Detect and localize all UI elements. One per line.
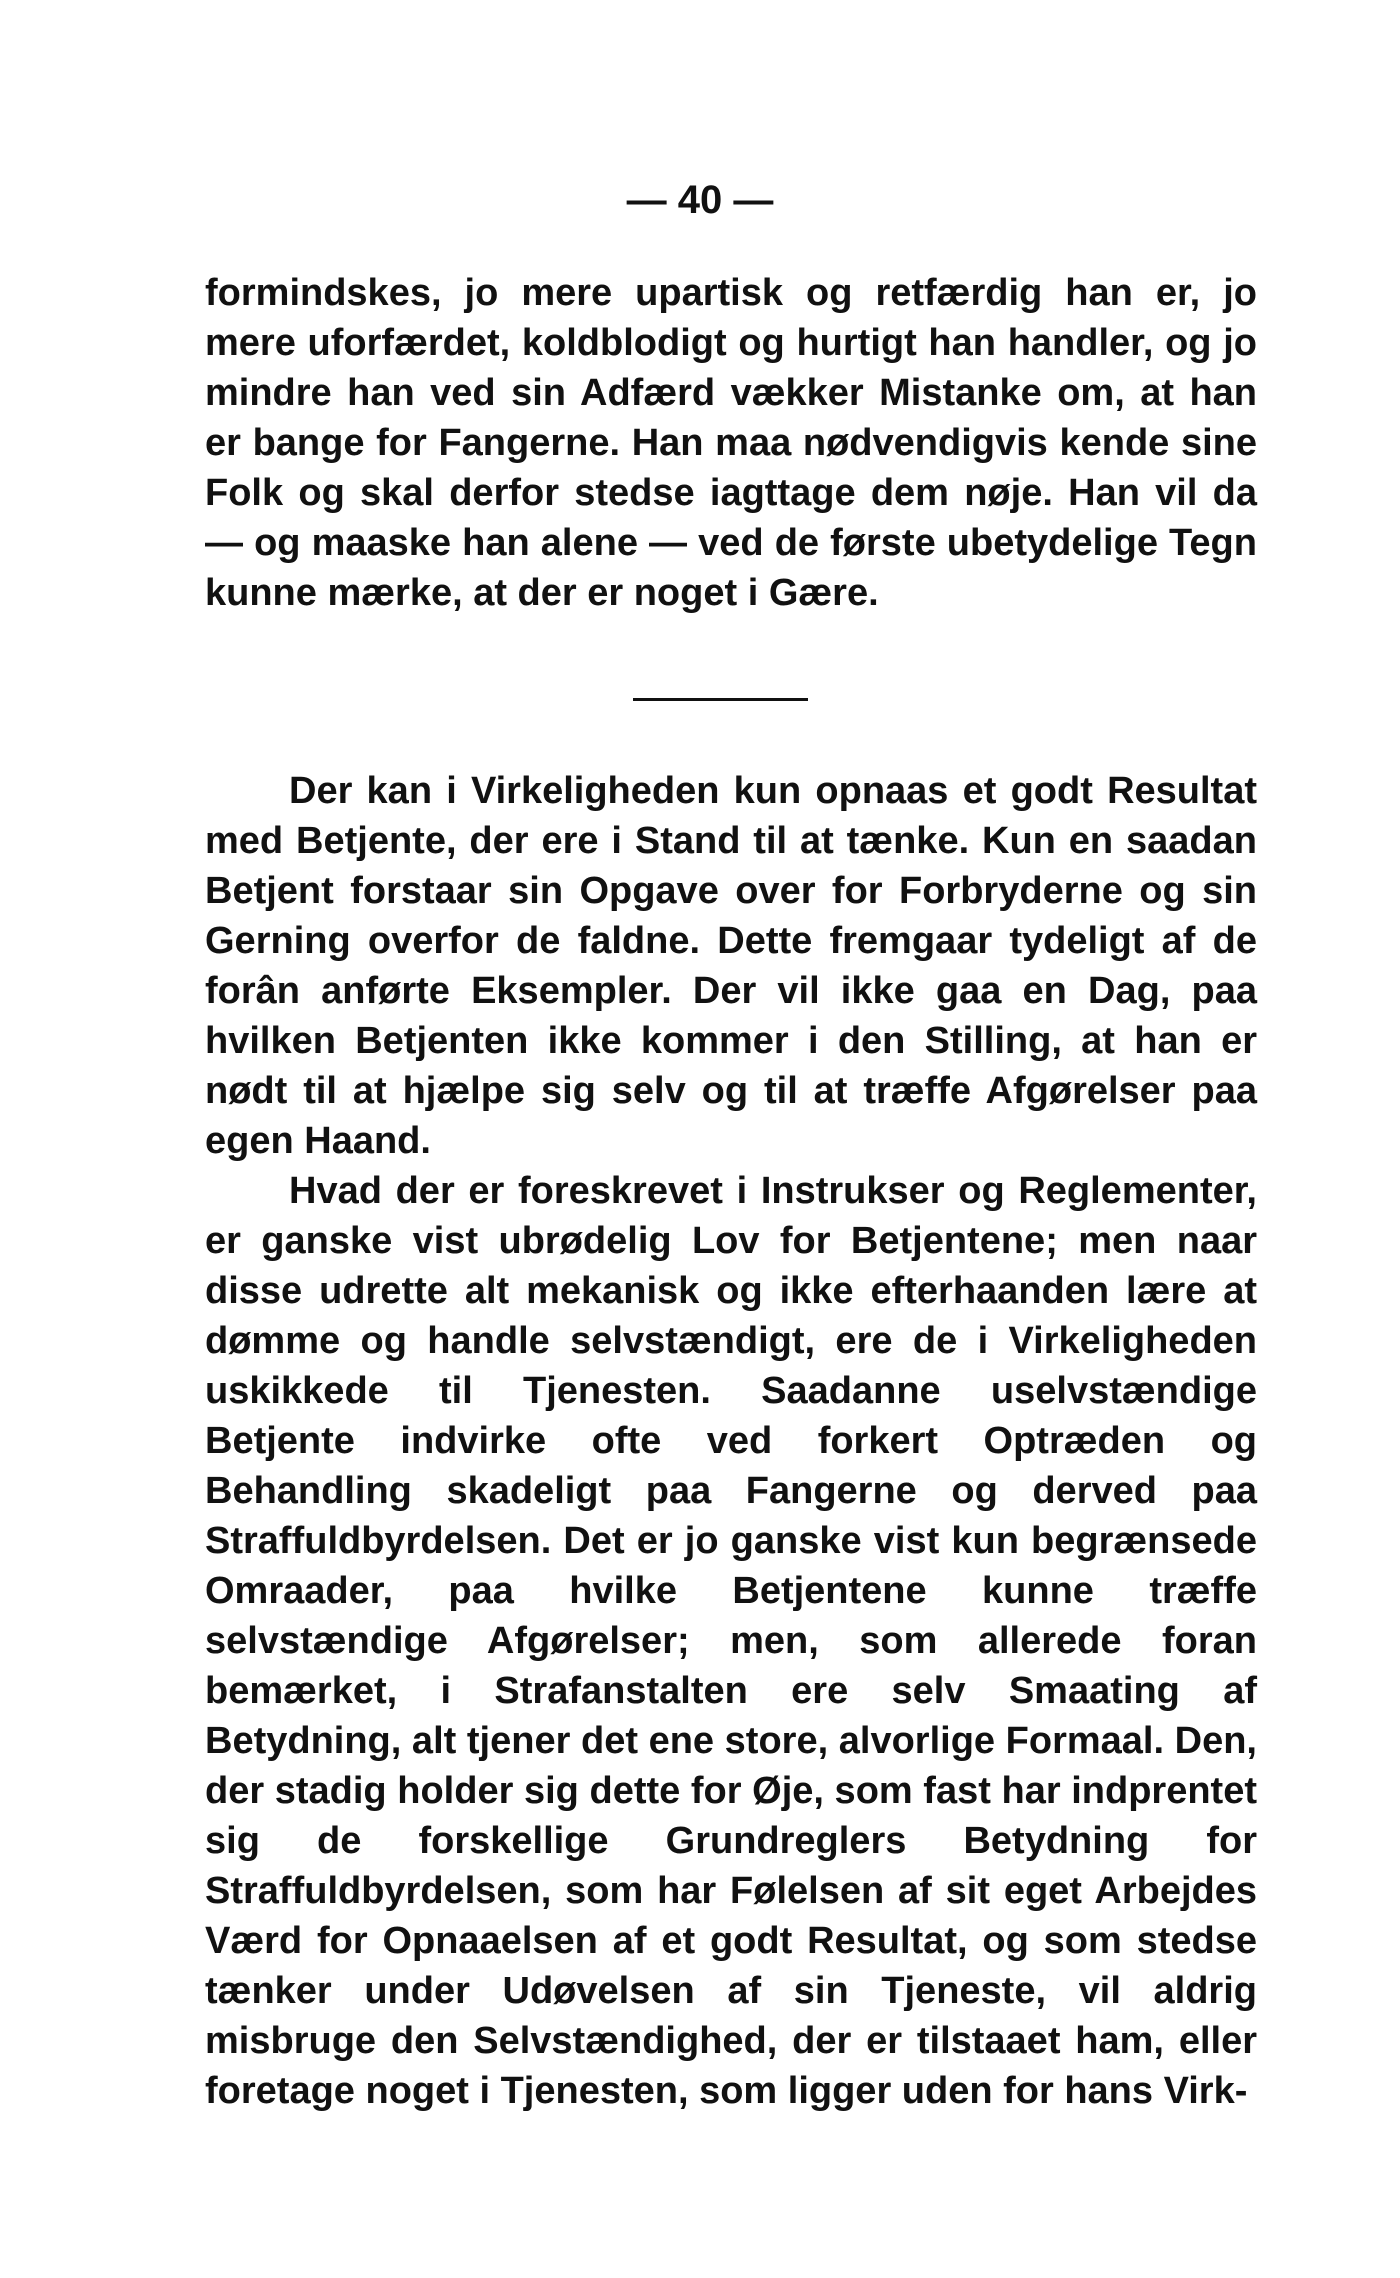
paragraph: formindskes, jo mere upartisk og retfærdig han er, jo mere uforfærdet, koldblodigt og hurtigt han handler, og jo mindre han ved sin Adfærd vækker Mistanke om, at han er bange for Fangerne. Han maa nødvendigvis kende sine Folk og skal derfor stedse iagttage dem nøje. Han vil da — og maaske han alene — ved de første ubetydelige Tegn kunne mærke, at der er noget i Gære. bbox=[205, 272, 1257, 614]
text-block-top bbox=[205, 268, 1257, 618]
text-block-bottom bbox=[205, 766, 1257, 2116]
paragraph: Der kan i Virkeligheden kun opnaas et godt Resultat med Betjente, der ere i Stand til at tænke. Kun en saadan Betjent forstaar sin Opgave over for Forbryderne og sin Gerning overfor de faldne. Dette fremgaar tydeligt af de forân anførte Eksempler. Der vil ikke gaa en Dag, paa hvilken Betjenten ikke kommer i den Stilling, at han er nødt til at hjælpe sig selv og til at træffe Afgørelser paa egen Haand. bbox=[205, 770, 1257, 1162]
page-number: — 40 — bbox=[626, 178, 774, 222]
paragraph: Hvad der er foreskrevet i Instrukser og Reglementer, er ganske vist ubrødelig Lov for Betjentene; men naar disse udrette alt mekanisk og ikke efterhaanden lære at dømme og handle selvstændigt, ere de i Virkeligheden uskikkede til Tjenesten. Saadanne uselvstændige Betjente indvirke ofte ved forkert Optræden og Behandling skadeligt paa Fangerne og derved paa Straffuldbyrdelsen. Det er jo ganske vist kun begrænsede Omraader, paa hvilke Betjentene kunne træffe selvstændige Afgørelser; men, som allerede foran bemærket, i Strafanstalten ere selv Smaating af Betydning, alt tjener det ene store, alvorlige Formaal. Den, der stadig holder sig dette for Øje, som fast har indprentet sig de forskellige Grundreglers Betydning for Straffuldbyrdelsen, som har Følelsen af sit eget Arbejdes Værd for Opnaaelsen af et godt Resultat, og som stedse tænker under Udøvelsen af sin Tjeneste, vil aldrig misbruge den Selvstændighed, der er tilstaaet ham, eller foretage noget i Tjenesten, som ligger uden for hans Virk- bbox=[205, 1170, 1257, 2112]
section-divider bbox=[633, 698, 808, 701]
